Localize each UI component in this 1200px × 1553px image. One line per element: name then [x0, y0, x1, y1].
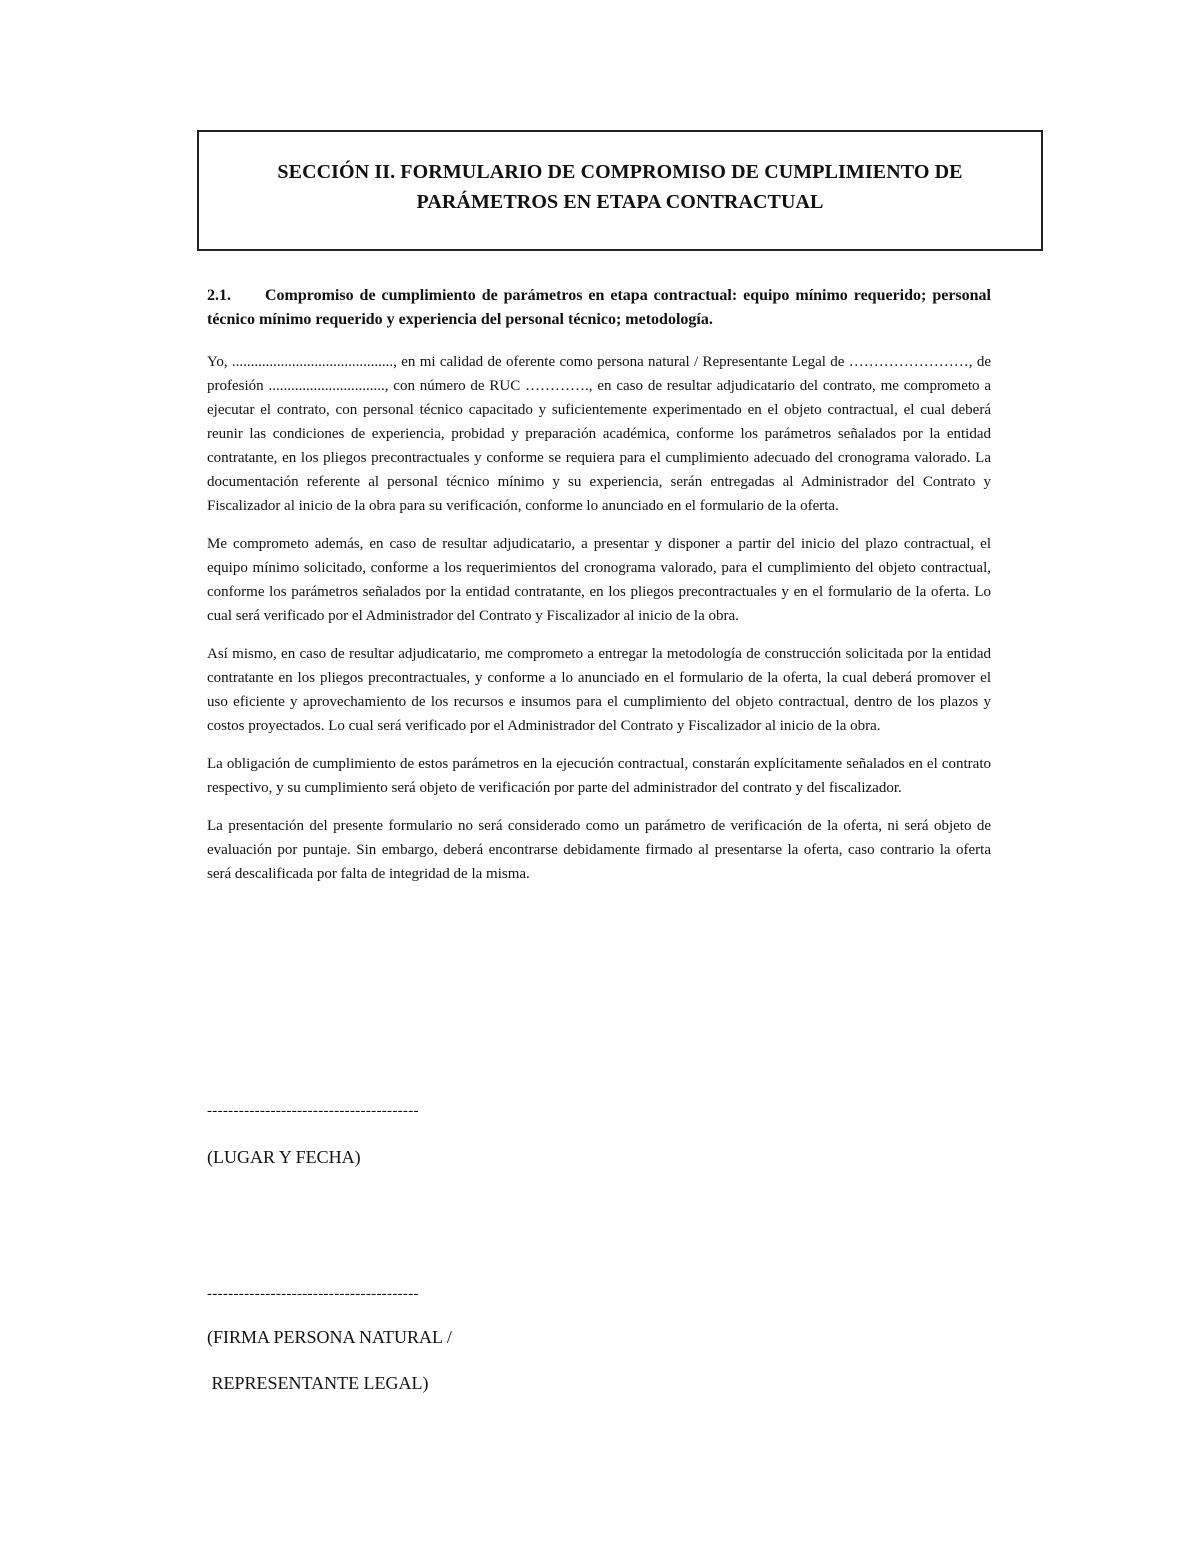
place-date-line: ---------------------------------------- — [207, 1103, 419, 1119]
paragraph-obligation: La obligación de cumplimiento de estos parámetros en la ejecución contractual, constarán explícitamente señalados en el contrato respectivo, y su cumplimiento será objeto de verificación por parte del administrador del contrato y del fiscalizador. — [207, 756, 991, 796]
signature-line: ---------------------------------------- — [207, 1286, 419, 1302]
document-body — [207, 284, 991, 900]
signer-label-line-2: REPRESENTANTE LEGAL) — [207, 1373, 429, 1393]
paragraph-commitment-equipment: Me comprometo además, en caso de resultar adjudicatario, a presentar y disponer a partir del inicio del plazo contractual, el equipo mínimo solicitado, conforme a los requerimientos del cronograma valorado, para el cumplimiento del objeto contractual, conforme los parámetros señalados por la entidad contratante, en los pliegos precontractuales y en el formulario de la oferta. Lo cual será verificado por el Administrador del Contrato y Fiscalizador al inicio de la obra. — [207, 536, 991, 624]
paragraph-commitment-personnel: Yo, ..........................................., en mi calidad de oferente como persona natural / Representante Legal de ……………………, de profesión ..............................., con número de RUC …………., en caso de resultar adjudicatario del contrato, me comprometo a ejecutar el contrato, con personal técnico capacitado y suficientemente experimentado en el objeto contractual, el cual deberá reunir las condiciones de experiencia, probidad y preparación académica, conforme los parámetros señalados por la entidad contratante, en los pliegos precontractuales y conforme se requiera para el cumplimiento adecuado del cronograma valorado. La documentación referente al personal técnico mínimo y su experiencia, serán entregadas al Administrador del Contrato y Fiscalizador al inicio de la obra para su verificación, conforme lo anunciado en el formulario de la oferta. — [207, 354, 991, 514]
section-heading — [207, 284, 991, 332]
paragraph-commitment-methodology: Así mismo, en caso de resultar adjudicatario, me comprometo a entregar la metodología de construcción solicitada por la entidad contratante en los pliegos precontractuales, y conforme a lo anunciado en el formulario de la oferta, la cual deberá promover el uso eficiente y aprovechamiento de los recursos e insumos para el cumplimiento del objeto contractual, dentro de los plazos y costos proyectados. Lo cual será verificado por el Administrador del Contrato y Fiscalizador al inicio de la obra. — [207, 646, 991, 734]
place-date-label: (LUGAR Y FECHA) — [207, 1147, 361, 1167]
paragraph-presentation-note: La presentación del presente formulario no será considerado como un parámetro de verificación de la oferta, ni será objeto de evaluación por puntaje. Sin embargo, deberá encontrarse debidamente firmado al presentarse la oferta, caso contrario la oferta será descalificada por falta de integridad de la misma. — [207, 818, 991, 882]
section-title-line-1: SECCIÓN II. FORMULARIO DE COMPROMISO DE CUMPLIMIENTO DE — [277, 160, 963, 183]
section-title-line-2: PARÁMETROS EN ETAPA CONTRACTUAL — [416, 190, 824, 213]
signer-label-line-1: (FIRMA PERSONA NATURAL / — [207, 1327, 452, 1347]
section-title-box — [197, 130, 1043, 251]
section-heading-number: 2.1. — [207, 287, 231, 304]
section-heading-text: Compromiso de cumplimiento de parámetros en etapa contractual: equipo mínimo requerido; personal técnico mínimo requerido y experiencia del personal técnico; metodología. — [207, 287, 991, 328]
